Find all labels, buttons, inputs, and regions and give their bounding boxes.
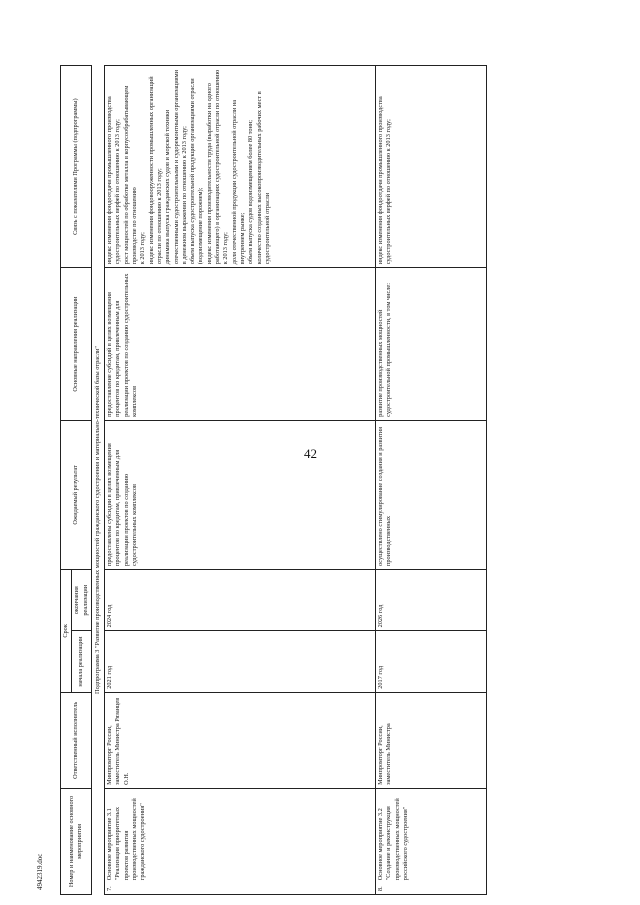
table-row (376, 66, 487, 895)
link-item: динамика выпуска гражданских судов и морской техники отечественными судостроительными и судоремонтными организациями в денежном выражении по отношению к 2013 году; (164, 70, 188, 265)
row-end: 2026 год (376, 570, 487, 631)
table-row (105, 66, 376, 895)
link-item: индекс изменения фондоотдачи промышленного производства судостроительных верфей по отношению к 2013 году; (377, 96, 393, 265)
rotated-table-area (60, 65, 580, 895)
footer-filename: 4942319.doc (36, 853, 44, 890)
subprogram-title-cell (91, 66, 104, 895)
header-term: Срок (61, 570, 72, 693)
header-name: Номер и наименование основного мероприятия (61, 788, 92, 894)
row-start: 2017 год (376, 631, 487, 692)
link-item: рост мощностей по обработке металла в корпусообрабатывающем производстве по отношению (122, 85, 139, 265)
row-responsible: Минпромторг России, заместитель Министра Рязанцев О.Н. (105, 692, 376, 788)
row-number: 7. (106, 886, 114, 891)
link-item: объем выпуска судов водоизмещением более 80 тонн; (247, 119, 255, 265)
link-item: индекс изменения производительности труда (выработки на одного работающего) в организациях судостроительной отрасли по отношению к 2013 году; (205, 69, 230, 265)
row-name-cell (376, 788, 487, 894)
row-directions: развитие производственных мощностей судостроительной промышленности, в том числе: (376, 268, 487, 421)
row-link (105, 66, 376, 268)
row-result: осуществлено стимулирование создания и развития производственных (376, 420, 487, 569)
row-link (376, 66, 487, 268)
header-term-end: окончания реализации (72, 570, 92, 631)
header-directions: Основные направления реализации (61, 268, 92, 421)
row-result: предоставлены субсидии в целях возмещения процентов по кредитам, привлеченным для реализации проектов по созданию судостроительных комплексов (105, 420, 376, 569)
row-name: Основное мероприятие 3.1 "Реализация приоритетных проектов развития производственных мощностей гражданского судостроения" (106, 798, 147, 881)
link-item: доля отечественной продукции судостроительной отрасли на внутреннем рынке; (230, 99, 246, 265)
header-link: Связь с показателями Программы (подпрограммы) (61, 66, 92, 268)
row-end: 2024 год (105, 570, 376, 631)
row-directions: предоставление субсидий в целях возмещения процентов по кредитам, привлеченным для реализации проектов по созданию судостроительных комплексов (105, 268, 376, 421)
link-item: индекс изменения фондоотдачи промышленного производства судостроительных верфей по отношению к 2013 году; (106, 96, 122, 265)
program-table (60, 65, 487, 895)
row-number: 8. (377, 886, 385, 891)
link-item: объем выпуска судостроительной продукции организациями отрасли (водоизмещение порожнем); (189, 78, 205, 265)
header-term-start: начала реализации (72, 631, 92, 692)
header-result: Ожидаемый результат (61, 420, 92, 569)
header-responsible: Ответственный исполнитель (61, 692, 92, 788)
link-item: количество созданных высокопроизводительных рабочих мест в судостроительной отрасли (255, 91, 271, 265)
row-responsible: Минпромторг России, заместитель Министра (376, 692, 487, 788)
row-start: 2021 год (105, 631, 376, 692)
row-name: Основное мероприятие 3.2 "Создание и реконструкция производственных мощностей российского судостроения" (377, 798, 410, 881)
subprogram-title: Подпрограмма 3 "Развитие производственных мощностей гражданского судостроения и материально-технической базы отрасли" (93, 346, 101, 694)
row-name-cell (105, 788, 376, 894)
link-item: индекс изменения фондовооруженности промышленных организаций отрасли по отношению к 2013 году; (147, 76, 163, 265)
page-number: 42 (304, 446, 317, 461)
link-item: к 2013 году; (139, 232, 147, 265)
